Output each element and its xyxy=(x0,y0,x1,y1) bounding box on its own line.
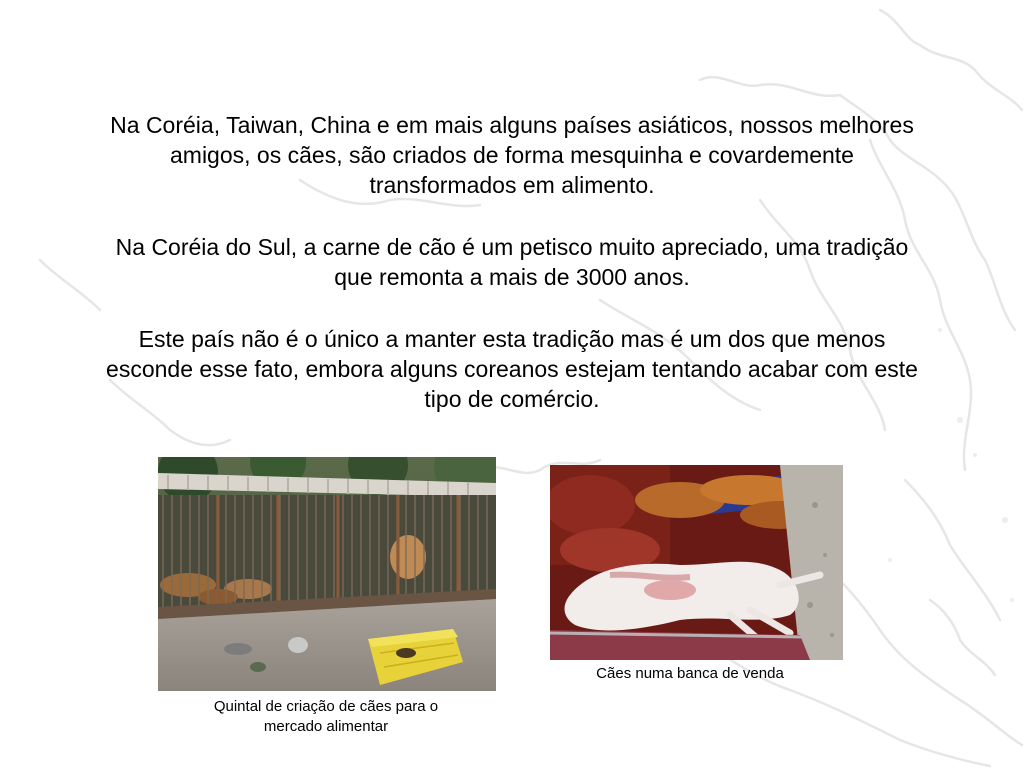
photo-market-stall xyxy=(550,465,843,660)
paragraph-south-korea: Na Coréia do Sul, a carne de cão é um petisco muito apreciado, uma tradição que remonta a mais de 3000 anos. xyxy=(115,234,909,290)
photo-dog-cages xyxy=(158,457,496,691)
caption-dog-cages: Quintal de criação de cães para o mercado alimentar xyxy=(213,698,439,735)
paragraph-intro: Na Coréia, Taiwan, China e em mais alguns países asiáticos, nossos melhores amigos, os cães, são criados de forma mesquinha e covardemente transformados em alimento. xyxy=(110,112,914,198)
caption-market-stall: Cães numa banca de venda xyxy=(596,665,784,682)
paragraph-tradition: Este país não é o único a manter esta tradição mas é um dos que menos esconde esse fato, embora alguns coreanos estejam tentando acabar com este tipo de comércio. xyxy=(106,326,918,412)
